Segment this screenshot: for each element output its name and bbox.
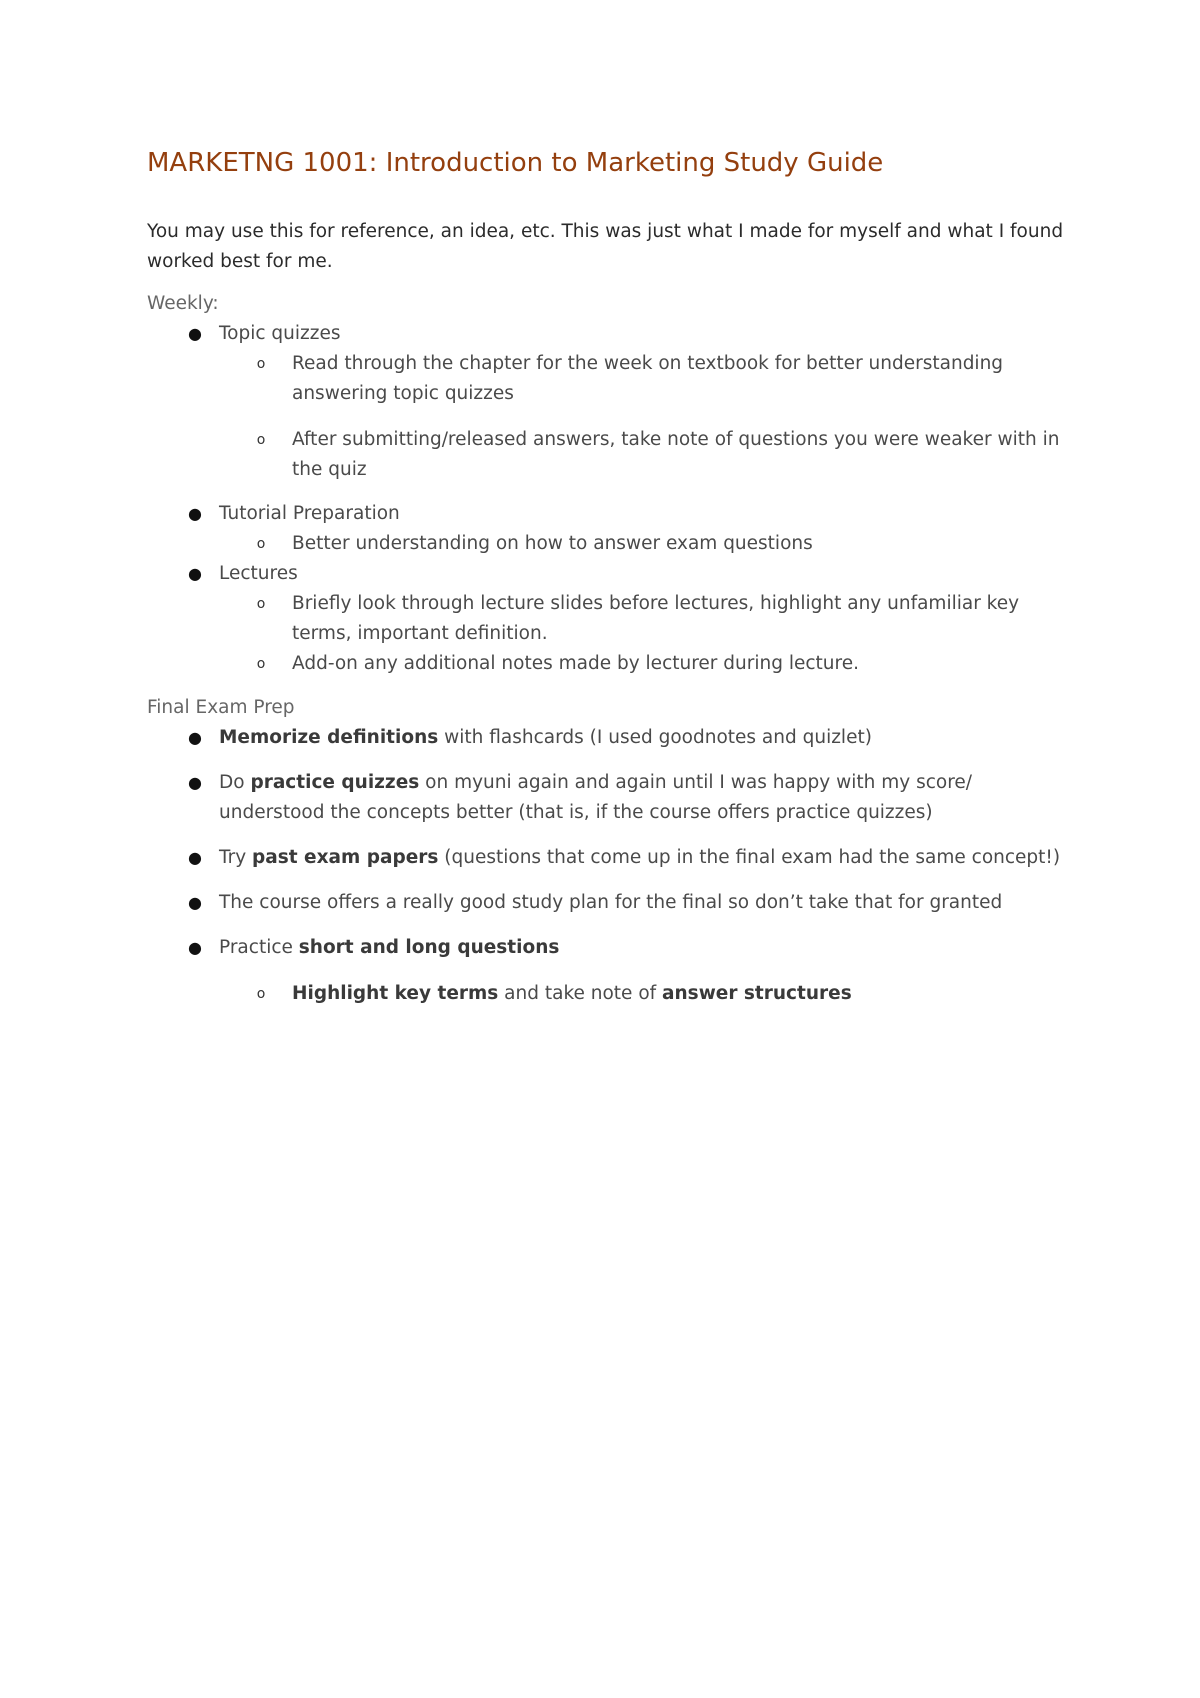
bullet-icon: ● <box>188 504 202 523</box>
sub-list-item-text: Briefly look through lecture slides before lectures, highlight any unfamiliar key terms, important definition. <box>292 593 1020 644</box>
list-item-label: Topic quizzes <box>219 323 341 344</box>
list-item-text: Practice <box>219 937 299 958</box>
list-item <box>147 723 1067 753</box>
bullet-icon: ● <box>188 893 202 912</box>
sub-bullet-icon: o <box>256 986 266 1002</box>
weekly-list <box>147 319 1067 679</box>
list-item <box>147 319 1067 485</box>
bullet-icon: ● <box>188 848 202 867</box>
intro-paragraph: You may use this for reference, an idea, etc. This was just what I made for myself and what I found worked best for me. <box>147 221 1064 272</box>
sub-list-item <box>219 979 1067 1009</box>
list-item-bold: Memorize definitions <box>219 727 439 748</box>
sub-list-item <box>219 649 1067 679</box>
list-item-text: with flashcards (I used goodnotes and quizlet) <box>438 727 872 748</box>
sub-bullet-icon: o <box>256 356 266 372</box>
sub-list-item-bold: Highlight key terms <box>292 983 499 1004</box>
sub-list-item-text: Add-on any additional notes made by lecturer during lecture. <box>292 653 859 674</box>
list-item <box>147 888 1067 918</box>
sub-bullet-icon: o <box>256 432 266 448</box>
sub-list-item-text: Better understanding on how to answer exam questions <box>292 533 813 554</box>
sub-list <box>219 529 1067 559</box>
bullet-icon: ● <box>188 728 202 747</box>
final-exam-list <box>147 723 1067 1009</box>
final-exam-heading: Final Exam Prep <box>147 697 295 718</box>
bullet-icon: ● <box>188 773 202 792</box>
sub-list <box>219 589 1067 679</box>
list-item-label: Tutorial Preparation <box>219 503 400 524</box>
list-item-text: The course offers a really good study plan for the final so don’t take that for granted <box>219 892 1003 913</box>
sub-list-item-bold: answer structures <box>662 983 852 1004</box>
sub-list-item <box>219 349 1067 409</box>
list-item-text: on myuni again and again until I was happy with my score/ understood the concepts better (that is, if the course offers practice quizzes) <box>219 772 973 823</box>
sub-bullet-icon: o <box>256 596 266 612</box>
sub-list <box>219 349 1067 485</box>
list-item-bold: short and long questions <box>298 937 560 958</box>
list-item-text: (questions that come up in the final exam had the same concept!) <box>438 847 1061 868</box>
sub-list-item-mid: and take note of <box>498 983 663 1004</box>
weekly-heading: Weekly: <box>147 293 219 314</box>
sub-bullet-icon: o <box>256 656 266 672</box>
bullet-icon: ● <box>188 324 202 343</box>
sub-list-item-text: Read through the chapter for the week on textbook for better understanding answering topic quizzes <box>292 353 1004 404</box>
list-item-bold: practice quizzes <box>250 772 420 793</box>
list-item <box>147 933 1067 1009</box>
sub-list-item <box>219 425 1067 485</box>
page-title: MARKETNG 1001: Introduction to Marketing Study Guide <box>147 148 884 178</box>
list-item <box>147 499 1067 559</box>
bullet-icon: ● <box>188 938 202 957</box>
list-item-text: Try <box>219 847 253 868</box>
sub-list <box>219 979 1067 1009</box>
list-item <box>147 843 1067 873</box>
list-item <box>147 768 1067 828</box>
sub-bullet-icon: o <box>256 536 266 552</box>
sub-list-item-text: After submitting/released answers, take note of questions you were weaker with in the quiz <box>292 429 1060 480</box>
sub-list-item-text <box>292 979 1067 1009</box>
document-body <box>147 143 1067 1009</box>
bullet-icon: ● <box>188 564 202 583</box>
sub-list-item <box>219 529 1067 559</box>
list-item-label: Lectures <box>219 563 298 584</box>
sub-list-item <box>219 589 1067 649</box>
list-item-text: Do <box>219 772 251 793</box>
list-item-bold: past exam papers <box>252 847 439 868</box>
list-item <box>147 559 1067 679</box>
